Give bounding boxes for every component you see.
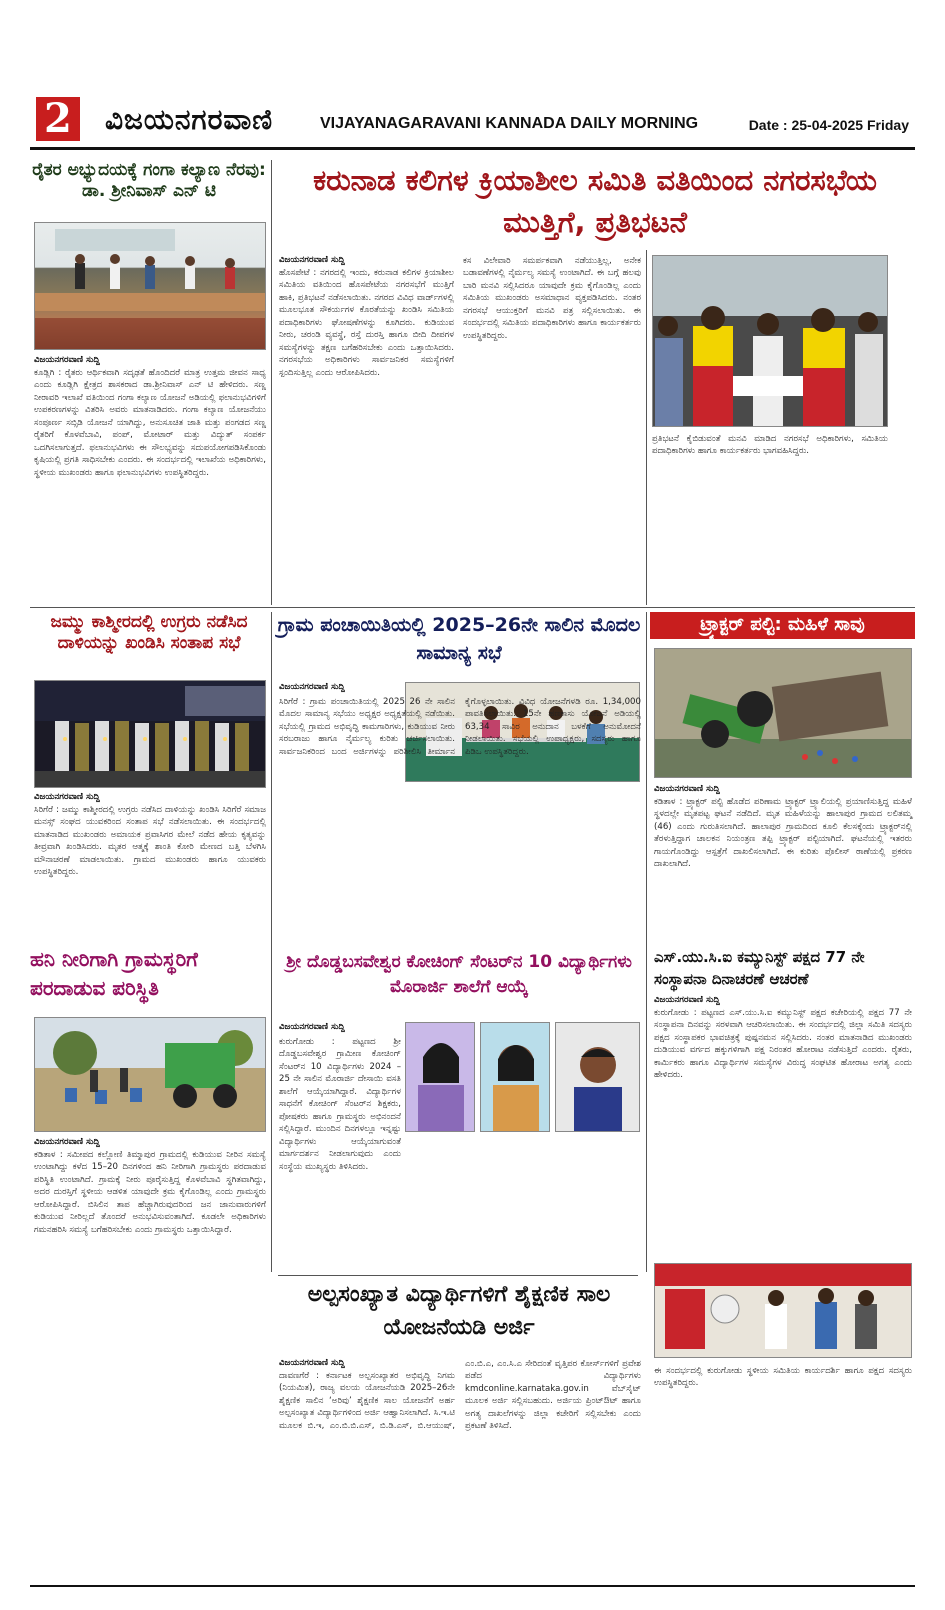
article-headline: ರೈತರ ಅಭ್ಯುದಯಕ್ಕೆ ಗಂಗಾ ಕಲ್ಯಾಣ ನೆರವು: ಡಾ. ಶ್ರೀನಿವಾಸ್ ಎನ್ ಟಿ xyxy=(32,160,266,202)
article-byline: ವಿಜಯನಗರವಾಣಿ ಸುದ್ದಿ xyxy=(279,682,345,692)
article-body: ದಾವಣಗೆರೆ : ಕರ್ನಾಟಕ ಅಲ್ಪಸಂಖ್ಯಾತರ ಅಭಿವೃದ್ಧಿ ನಿಗಮ (ನಿಯಮಿತ), ರಾಜ್ಯ ವಲಯ ಯೋಜನೆಯಡಿ 2025–26ನೇ ಶೈಕ್ಷಣಿಕ ಸಾಲಿನ ‘ಅರಿವು’ ಶೈಕ್ಷಣಿಕ ಸಾಲ ಯೋಜನೆಗೆ ಅರ್ಹ ಅಲ್ಪಸಂಖ್ಯಾತ ವಿದ್ಯಾರ್ಥಿಗಳಿಂದ ಅರ್ಜಿ ಆಹ್ವಾನಿಸಲಾಗಿದೆ. ಸಿ.ಇ.ಟಿ ಮೂಲಕ ಬಿ.ಇ, ಎಂ.ಬಿ.ಬಿ.ಎಸ್, ಬಿ.ಡಿ.ಎಸ್, ಬಿ.ಆಯುಷ್, ಎಂ.ಬಿ.ಎ, ಎಂ.ಸಿ.ಎ ಸೇರಿದಂತೆ ವೃತ್ತಿಪರ ಕೋರ್ಸ್‌ಗಳಿಗೆ ಪ್ರವೇಶ ಪಡೆದ ವಿದ್ಯಾರ್ಥಿಗಳು kmdconline.karnataka.gov.in ವೆಬ್‌ಸೈಟ್ ಮೂಲಕ ಅರ್ಜಿ ಸಲ್ಲಿಸಬಹುದು. ಅರ್ಜಿಯ ಪ್ರಿಂಟ್‌ಔಟ್ ಹಾಗೂ ಅಗತ್ಯ ದಾಖಲೆಗಳನ್ನು ಜಿಲ್ಲಾ ಕಚೇರಿಗೆ ಸಲ್ಲಿಸಬೇಕು ಎಂದು ಪ್ರಕಟಣೆ ತಿಳಿಸಿದೆ. xyxy=(279,1359,641,1432)
column-rule xyxy=(646,612,647,1272)
article-body-continued: ಕಸ ವಿಲೇವಾರಿ ಸಮರ್ಪಕವಾಗಿ ನಡೆಯುತ್ತಿಲ್ಲ, ಅನೇಕ ಬಡಾವಣೆಗಳಲ್ಲಿ ನೈರ್ಮಲ್ಯ ಸಮಸ್ಯೆ ಉಂಟಾಗಿದೆ. ಈ ಬಗ್ಗೆ ಹಲವು ಬಾರಿ ಮನವಿ ಸಲ್ಲಿಸಿದರೂ ಯಾವುದೇ ಕ್ರಮ ಕೈಗೊಂಡಿಲ್ಲ ಎಂದು ಸಮಿತಿಯ ಮುಖಂಡರು ಅಸಮಾಧಾನ ವ್ಯಕ್ತಪಡಿಸಿದರು. ನಂತರ ನಗರಸಭೆ ಆಯುಕ್ತರಿಗೆ ಮನವಿ ಪತ್ರ ಸಲ್ಲಿಸಲಾಯಿತು. ಈ ಸಂದರ್ಭದಲ್ಲಿ ಸಮಿತಿಯ ಪದಾಧಿಕಾರಿಗಳು ಹಾಗೂ ಕಾರ್ಯಕರ್ತರು ಉಪಸ್ಥಿತರಿದ್ದರು. xyxy=(463,256,641,341)
article-body: ಕಡಿತಾಳ : ಟ್ರ್ಯಾಕ್ಟರ್ ಪಲ್ಟಿ ಹೊಡೆದ ಪರಿಣಾಮ ಟ್ರ್ಯಾಕ್ಟರ್ ಟ್ರ್ಯಾಲಿಯಲ್ಲಿ ಪ್ರಯಾಣಿಸುತ್ತಿದ್ದ ಮಹಿಳೆ ಸ್ಥಳದಲ್ಲೇ ಮೃತಪಟ್ಟ ಘಟನೆ ನಡೆದಿದೆ. ಮೃತ ಮಹಿಳೆಯನ್ನು ಹಾಲಾಪುರ ಗ್ರಾಮದ ಲಲಿತಮ್ಮ (46) ಎಂದು ಗುರುತಿಸಲಾಗಿದೆ. ಹಾಲಾಪುರ ಗ್ರಾಮದಿಂದ ಕೂಲಿ ಕೆಲಸಕ್ಕೆಂದು ಟ್ರ್ಯಾಕ್ಟರ್‌ನಲ್ಲಿ ತೆರಳುತ್ತಿದ್ದಾಗ ಚಾಲಕನ ನಿಯಂತ್ರಣ ತಪ್ಪಿ ಟ್ರ್ಯಾಕ್ಟರ್ ಪಲ್ಟಿಯಾಗಿದೆ. ಘಟನೆಯಲ್ಲಿ ಇತರರು ಗಾಯಗೊಂಡಿದ್ದು ಆಸ್ಪತ್ರೆಗೆ ದಾಖಲಿಸಲಾಗಿದೆ. ಈ ಕುರಿತು ಪೊಲೀಸ್ ಠಾಣೆಯಲ್ಲಿ ಪ್ರಕರಣ ದಾಖಲಾಗಿದೆ. xyxy=(654,797,912,870)
article-water-scarcity xyxy=(30,945,268,1270)
article-headline: ಎಸ್.ಯು.ಸಿ.ಐ ಕಮ್ಯುನಿಸ್ಟ್ ಪಕ್ಷದ 77 ನೇ ಸಂಸ್ಥಾಪನಾ ದಿನಾಚರಣೆ ಆಚರಣೆ xyxy=(654,948,865,988)
article-headline: ಶ್ರೀ ದೊಡ್ಡಬಸವೇಶ್ವರ ಕೋಚಿಂಗ್ ಸೆಂಟರ್‌ನ 10 ವಿದ್ಯಾರ್ಥಿಗಳು ಮೊರಾರ್ಜಿ ಶಾಲೆಗೆ ಆಯ್ಕೆ xyxy=(286,952,632,997)
article-byline: ವಿಜಯನಗರವಾಣಿ ಸುದ್ದಿ xyxy=(34,792,100,802)
section-rule xyxy=(278,1275,638,1276)
article-kashmir-condolence xyxy=(30,612,268,942)
article-body: ಹೊಸಪೇಟೆ : ನಗರದಲ್ಲಿ ಇಂದು, ಕರುನಾಡ ಕಲಿಗಳ ಕ್ರಿಯಾಶೀಲ ಸಮಿತಿಯ ವತಿಯಿಂದ ಹೊಸಪೇಟೆಯ ನಗರಸಭೆಗೆ ಮುತ್ತಿಗೆ ಹಾಕಿ, ಪ್ರತಿಭಟನೆ ನಡೆಸಲಾಯಿತು. ನಗರದ ವಿವಿಧ ವಾರ್ಡ್‌ಗಳಲ್ಲಿ ಮೂಲಭೂತ ಸೌಕರ್ಯಗಳ ಕೊರತೆಯನ್ನು ಖಂಡಿಸಿ ಸಮಿತಿಯ ಪದಾಧಿಕಾರಿಗಳು ಘೋಷಣೆಗಳನ್ನು ಕೂಗಿದರು. ಕುಡಿಯುವ ನೀರು, ಚರಂಡಿ ವ್ಯವಸ್ಥೆ, ರಸ್ತೆ ದುರಸ್ತಿ ಹಾಗೂ ಬೀದಿ ದೀಪಗಳ ಸಮಸ್ಯೆಗಳನ್ನು ತಕ್ಷಣ ಬಗೆಹರಿಸಬೇಕು ಎಂದು ಒತ್ತಾಯಿಸಿದರು. ನಗರಸಭೆಯ ಅಧಿಕಾರಿಗಳು ಸಾರ್ವಜನಿಕರ ಸಮಸ್ಯೆಗಳಿಗೆ ಸ್ಪಂದಿಸುತ್ತಿಲ್ಲ ಎಂದು ಆರೋಪಿಸಿದರು. xyxy=(279,268,454,378)
column-rule xyxy=(271,612,272,1272)
article-minority-education-loan xyxy=(275,1278,643,1583)
section-rule xyxy=(30,607,915,608)
article-headline: ಗ್ರಾಮ ಪಂಚಾಯಿತಿಯಲ್ಲಿ 2025–26ನೇ ಸಾಲಿನ ಮೊದಲ ಸಾಮಾನ್ಯ ಸಭೆ xyxy=(277,614,641,664)
article-headline: ಹನಿ ನೀರಿಗಾಗಿ ಗ್ರಾಮಸ್ಥರಿಗೆ ಪರದಾಡುವ ಪರಿಸ್ಥಿತಿ xyxy=(30,947,198,1000)
student-photo xyxy=(405,1022,475,1132)
photo-caption: ಈ ಸಂದರ್ಭದಲ್ಲಿ ಕುರುಗೋಡು ಸ್ಥಳೀಯ ಸಮಿತಿಯ ಕಾರ್ಯದರ್ಶಿ ಹಾಗೂ ಪಕ್ಷದ ಸದಸ್ಯರು ಉಪಸ್ಥಿತರಿದ್ದರು. xyxy=(654,1366,912,1389)
article-body: ಸಿರಿಗೆರೆ : ಜಮ್ಮು ಕಾಶ್ಮೀರದಲ್ಲಿ ಉಗ್ರರು ನಡೆಸಿದ ದಾಳಿಯನ್ನು ಖಂಡಿಸಿ ಸಿರಿಗೆರೆ ಸಮಾಜ ಮನಸ್ಸ್ ಸಂಘದ ಯುವಕರಿಂದ ಸಂತಾಪ ಸಭೆ ನಡೆಸಲಾಯಿತು. ಈ ಸಂದರ್ಭದಲ್ಲಿ ಮಾತನಾಡಿದ ಮುಖಂಡರು ಅಮಾಯಕ ಪ್ರವಾಸಿಗರ ಮೇಲೆ ನಡೆದ ಹೇಯ ಕೃತ್ಯವನ್ನು ತೀವ್ರವಾಗಿ ಖಂಡಿಸಿದರು. ಮೃತರ ಆತ್ಮಕ್ಕೆ ಶಾಂತಿ ಕೋರಿ ಮೇಣದ ಬತ್ತಿ ಬೆಳಗಿಸಿ ಮೌನಾಚರಣೆ ಮಾಡಲಾಯಿತು. ಗ್ರಾಮದ ಮುಖಂಡರು ಹಾಗೂ ಯುವಕರು ಉಪಸ್ಥಿತರಿದ್ದರು. xyxy=(34,805,266,878)
tractor-accident-photo xyxy=(654,648,912,778)
foundation-day-photo xyxy=(654,1263,912,1358)
article-byline: ವಿಜಯನಗರವಾಣಿ ಸುದ್ದಿ xyxy=(654,995,720,1005)
article-headline: ಟ್ರ್ಯಾಕ್ಟರ್ ಪಲ್ಟಿ: ಮಹಿಳೆ ಸಾವು xyxy=(650,612,915,639)
article-body: ಕೂಡ್ಲಿಗಿ : ರೈತರು ಆರ್ಥಿಕವಾಗಿ ಸದೃಢತೆ ಹೊಂದಿದರೆ ಮಾತ್ರ ಉತ್ತಮ ಜೀವನ ಸಾಧ್ಯ ಎಂದು ಕೂಡ್ಲಿಗಿ ಕ್ಷೇತ್ರದ ಶಾಸಕರಾದ ಡಾ.ಶ್ರೀನಿವಾಸ್ ಎನ್ ಟಿ ಹೇಳಿದರು. ಸಣ್ಣ ನೀರಾವರಿ ಇಲಾಖೆ ವತಿಯಿಂದ ಗಂಗಾ ಕಲ್ಯಾಣ ಯೋಜನೆ ಅಡಿಯಲ್ಲಿ ಫಲಾನುಭವಿಗಳಿಗೆ ಉಪಕರಣಗಳನ್ನು ವಿತರಿಸಿ ಅವರು ಮಾತನಾಡಿದರು. ಗಂಗಾ ಕಲ್ಯಾಣ ಯೋಜನೆಯು ಸಂಪೂರ್ಣ ಸಬ್ಸಿಡಿ ಯೋಜನೆ ಯಾಗಿದ್ದು, ಅನುಸೂಚಿತ ಜಾತಿ ಮತ್ತು ಪಂಗಡದ ಸಣ್ಣ ರೈತರಿಗೆ ಕೊಳವೆಬಾವಿ, ಪಂಪ್, ಮೋಟಾರ್ ಮತ್ತು ವಿದ್ಯುತ್ ಸಂಪರ್ಕ ಒದಗಿಸಲಾಗುತ್ತದೆ. ಫಲಾನುಭವಿಗಳು ಈ ಸೌಲಭ್ಯವನ್ನು ಸದುಪಯೋಗಪಡಿಸಿಕೊಂಡು ಕೃಷಿಯಲ್ಲಿ ಪ್ರಗತಿ ಸಾಧಿಸಬೇಕು ಎಂದರು. ಈ ಸಂದರ್ಭದಲ್ಲಿ ಇಲಾಖೆಯ ಅಧಿಕಾರಿಗಳು, ಸ್ಥಳೀಯ ಮುಖಂಡರು ಹಾಗೂ ಫಲಾನುಭವಿಗಳು ಉಪಸ್ಥಿತರಿದ್ದರು. xyxy=(34,368,266,478)
article-body: ಕಡಿತಾಳ : ಸಮೀಪದ ಕಲ್ಲೋಣಿ ತಿಮ್ಮಾಪುರ ಗ್ರಾಮದಲ್ಲಿ ಕುಡಿಯುವ ನೀರಿನ ಸಮಸ್ಯೆ ಉಂಟಾಗಿದ್ದು ಕಳೆದ 15–20 ದಿನಗಳಿಂದ ಹನಿ ನೀರಿಗಾಗಿ ಗ್ರಾಮಸ್ಥರು ಪರದಾಡುವ ಪರಿಸ್ಥಿತಿ ಉಂಟಾಗಿದೆ. ಗ್ರಾಮಕ್ಕೆ ನೀರು ಪೂರೈಸುತ್ತಿದ್ದ ಕೊಳವೆಬಾವಿ ಸ್ಥಗಿತವಾಗಿದ್ದು, ಅದರ ದುರಸ್ತಿಗೆ ಸ್ಥಳೀಯ ಆಡಳಿತ ಯಾವುದೇ ಕ್ರಮ ಕೈಗೊಂಡಿಲ್ಲ ಎಂದು ಗ್ರಾಮಸ್ಥರು ಆರೋಪಿಸಿದ್ದಾರೆ. ಬಿಸಿಲಿನ ತಾಪ ಹೆಚ್ಚಾಗಿರುವುದರಿಂದ ಜನ ಜಾನುವಾರುಗಳಿಗೆ ಕುಡಿಯುವ ನೀರಿಲ್ಲದೆ ತೊಂದರೆ ಅನುಭವಿಸುವಂತಾಗಿದೆ. ಕೂಡಲೇ ಅಧಿಕಾರಿಗಳು ಗಮನಹರಿಸಿ ಸಮಸ್ಯೆ ಬಗೆಹರಿಸಬೇಕು ಎಂದು ಗ್ರಾಮಸ್ಥರು ಒತ್ತಾಯಿಸಿದ್ದಾರೆ. xyxy=(34,1150,266,1235)
article-suci-foundation-day xyxy=(650,945,915,1585)
column-rule xyxy=(271,160,272,605)
issue-date: Date : 25-04-2025 Friday xyxy=(748,117,909,133)
article-body: ಕುರುಗೋಡು : ಪಟ್ಟಣದ ಎಸ್.ಯು.ಸಿ.ಐ ಕಮ್ಯುನಿಸ್ಟ್ ಪಕ್ಷದ ಕಚೇರಿಯಲ್ಲಿ ಪಕ್ಷದ 77 ನೇ ಸಂಸ್ಥಾಪನಾ ದಿನವನ್ನು ಸರಳವಾಗಿ ಆಚರಿಸಲಾಯಿತು. ಈ ಸಂದರ್ಭದಲ್ಲಿ ಜಿಲ್ಲಾ ಸಮಿತಿ ಸದಸ್ಯರು ಪಕ್ಷದ ಸಂಸ್ಥಾಪಕರ ಭಾವಚಿತ್ರಕ್ಕೆ ಪುಷ್ಪನಮನ ಸಲ್ಲಿಸಿದರು. ನಂತರ ಮಾತನಾಡಿದ ಮುಖಂಡರು ದುಡಿಯುವ ವರ್ಗದ ಹಕ್ಕುಗಳಿಗಾಗಿ ಪಕ್ಷ ನಿರಂತರ ಹೋರಾಟ ನಡೆಸುತ್ತಿದೆ ಎಂದರು. ರೈತರು, ಕಾರ್ಮಿಕರು ಹಾಗೂ ವಿದ್ಯಾರ್ಥಿಗಳ ಸಮಸ್ಯೆಗಳ ವಿರುದ್ಧ ಸಂಘಟಿತ ಹೋರಾಟ ಅಗತ್ಯ ಎಂದು ಹೇಳಿದರು. xyxy=(654,1008,912,1081)
page-bottom-rule xyxy=(30,1585,915,1587)
article-grama-panchayat xyxy=(275,612,643,947)
article-ganga-kalyana xyxy=(30,160,268,605)
article-byline: ವಿಜಯನಗರವಾಣಿ ಸುದ್ದಿ xyxy=(279,1358,345,1368)
article-coaching-centre xyxy=(275,950,643,1272)
article-tractor-accident xyxy=(650,612,915,942)
candle-vigil-photo xyxy=(34,680,266,788)
article-byline: ವಿಜಯನಗರವಾಣಿ ಸುದ್ದಿ xyxy=(654,784,720,794)
article-body: ಸಿರಿಗೆರೆ : ಗ್ರಾಮ ಪಂಚಾಯಿತಿಯಲ್ಲಿ 2025 26 ನೇ ಸಾಲಿನ ಮೊದಲ ಸಾಮಾನ್ಯ ಸಭೆಯು ಅಧ್ಯಕ್ಷರ ಅಧ್ಯಕ್ಷತೆಯಲ್ಲಿ ನಡೆಯಿತು. ಸಭೆಯಲ್ಲಿ ಗ್ರಾಮದ ಅಭಿವೃದ್ಧಿ ಕಾಮಗಾರಿಗಳು, ಕುಡಿಯುವ ನೀರು ಸರಬರಾಜು ಹಾಗೂ ನೈರ್ಮಲ್ಯ ಕುರಿತು ಚರ್ಚಿಸಲಾಯಿತು. ಸಾರ್ವಜನಿಕರಿಂದ ಬಂದ ಅರ್ಜಿಗಳನ್ನು ಪರಿಶೀಲಿಸಿ ತೀರ್ಮಾನ ಕೈಗೊಳ್ಳಲಾಯಿತು. ವಿವಿಧ ಯೋಜನೆಗಳಡಿ ರೂ. 1,34,000 ಪಾವತಿಸಲಾಯಿತು. 15ನೇ ಹಣಕಾಸು ಯೋಜನೆ ಅಡಿಯಲ್ಲಿ 63,34 ಸಾವಿರ ಅನುದಾನ ಬಳಕೆಗೆ ಅನುಮೋದನೆ ನೀಡಲಾಯಿತು. ಸಭೆಯಲ್ಲಿ ಉಪಾಧ್ಯಕ್ಷರು, ಸದಸ್ಯರು ಹಾಗೂ ಪಿಡಿಒ ಉಪಸ್ಥಿತರಿದ್ದರು. xyxy=(279,697,641,757)
protest-photo xyxy=(652,255,888,427)
lead-headline: ಕರುನಾಡ ಕಲಿಗಳ ಕ್ರಿಯಾಶೀಲ ಸಮಿತಿ ವತಿಯಿಂದ ನಗರಸಭೆಯ ಮುತ್ತಿಗೆ, ಪ್ರತಿಭಟನೆ xyxy=(313,163,877,240)
water-tanker-photo xyxy=(34,1017,266,1132)
article-byline: ವಿಜಯನಗರವಾಣಿ ಸುದ್ದಿ xyxy=(279,255,345,265)
article-byline: ವಿಜಯನಗರವಾಣಿ ಸುದ್ದಿ xyxy=(34,1137,100,1147)
meeting-photo xyxy=(34,222,266,350)
student-photo xyxy=(480,1022,550,1132)
photo-caption: ಪ್ರತಿಭಟನೆ ಕೈಬಿಡುವಂತೆ ಮನವಿ ಮಾಡಿದ ನಗರಸಭೆ ಅಧಿಕಾರಿಗಳು, ಸಮಿತಿಯ ಪದಾಧಿಕಾರಿಗಳು ಹಾಗೂ ಕಾರ್ಯಕರ್ತರು ಭಾಗವಹಿಸಿದ್ದರು. xyxy=(652,434,888,457)
page-number: 2 xyxy=(36,97,80,141)
article-body: ಕುರುಗೋಡು : ಪಟ್ಟಣದ ಶ್ರೀ ದೊಡ್ಡಬಸವೇಶ್ವರ ಗ್ರಾಮೀಣ ಕೋಚಿಂಗ್ ಸೆಂಟರ್‌ನ 10 ವಿದ್ಯಾರ್ಥಿಗಳು 2024 – 25 ನೇ ಸಾಲಿನ ಮೊರಾರ್ಜಿ ದೇಸಾಯಿ ವಸತಿ ಶಾಲೆಗೆ ಆಯ್ಕೆಯಾಗಿದ್ದಾರೆ. ವಿದ್ಯಾರ್ಥಿಗಳ ಸಾಧನೆಗೆ ಕೋಚಿಂಗ್ ಸೆಂಟರ್‌ನ ಶಿಕ್ಷಕರು, ಪೋಷಕರು ಹಾಗೂ ಗ್ರಾಮಸ್ಥರು ಅಭಿನಂದನೆ ಸಲ್ಲಿಸಿದ್ದಾರೆ. ಮುಂದಿನ ದಿನಗಳಲ್ಲೂ ಇನ್ನಷ್ಟು ವಿದ್ಯಾರ್ಥಿಗಳು ಆಯ್ಕೆಯಾಗುವಂತೆ ಮಾರ್ಗದರ್ಶನ ನೀಡಲಾಗುವುದು ಎಂದು ಸಂಸ್ಥೆಯ ಮುಖ್ಯಸ್ಥರು ತಿಳಿಸಿದರು. xyxy=(279,1037,401,1172)
newspaper-subtitle: VIJAYANAGARAVANI KANNADA DAILY MORNING xyxy=(320,115,699,132)
student-photo xyxy=(555,1022,640,1132)
masthead xyxy=(30,95,915,150)
article-byline: ವಿಜಯನಗರವಾಣಿ ಸುದ್ದಿ xyxy=(279,1022,345,1032)
article-headline: ಅಲ್ಪಸಂಖ್ಯಾತ ವಿದ್ಯಾರ್ಥಿಗಳಿಗೆ ಶೈಕ್ಷಣಿಕ ಸಾಲ ಯೋಜನೆಯಡಿ ಅರ್ಜಿ xyxy=(307,1282,611,1340)
article-headline: ಜಮ್ಮು ಕಾಶ್ಮೀರದಲ್ಲಿ ಉಗ್ರರು ನಡೆಸಿದ ದಾಳಿಯನ್ನು ಖಂಡಿಸಿ ಸಂತಾಪ ಸಭೆ xyxy=(50,612,248,654)
article-karunada-kaligala xyxy=(275,155,915,605)
article-byline: ವಿಜಯನಗರವಾಣಿ ಸುದ್ದಿ xyxy=(34,355,100,365)
newspaper-logo: ವಿಜಯನಗರವಾಣಿ xyxy=(105,103,274,136)
